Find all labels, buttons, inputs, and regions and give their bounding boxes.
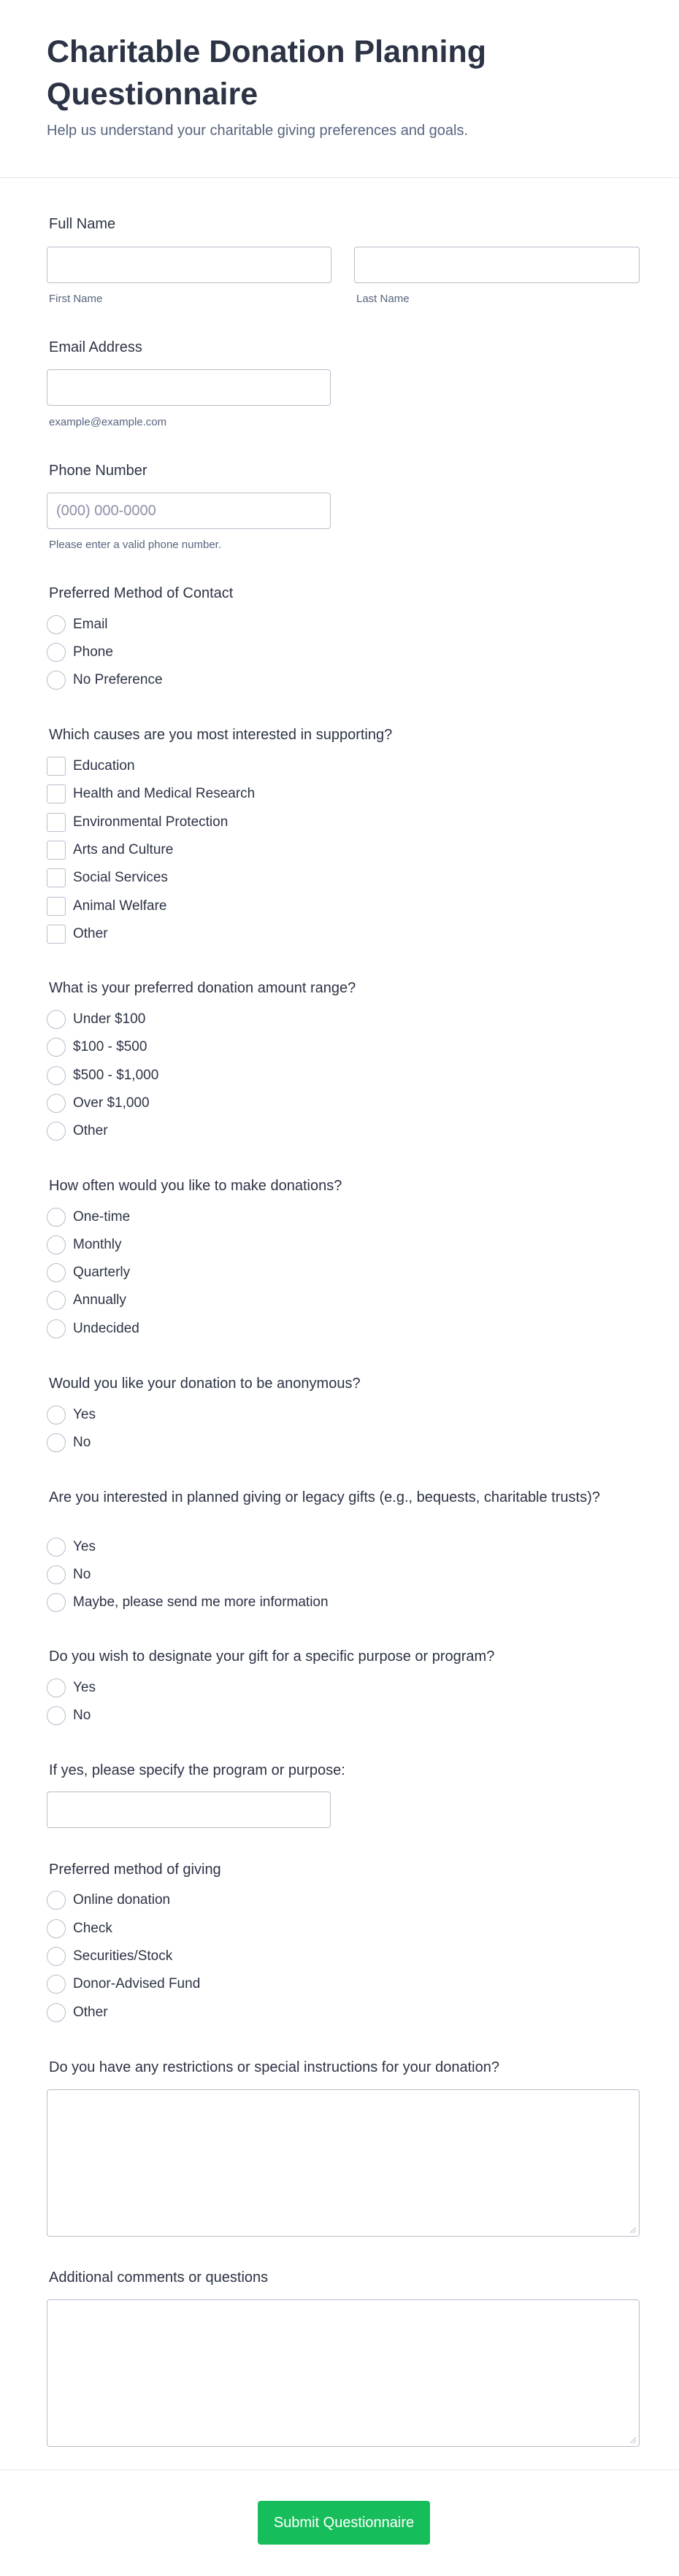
planned-giving-option[interactable]: No — [47, 1565, 91, 1585]
cause-option[interactable]: Other — [47, 924, 108, 944]
cause-option[interactable]: Health and Medical Research — [47, 784, 255, 804]
submit-button[interactable]: Submit Questionnaire — [258, 2501, 430, 2545]
checkbox[interactable] — [47, 813, 66, 832]
specify-input[interactable] — [47, 1792, 331, 1828]
contact-method-label: Preferred Method of Contact — [49, 585, 234, 601]
page-subtitle: Help us understand your charitable giving preferences and goals. — [47, 123, 469, 139]
causes-label: Which causes are you most interested in supporting? — [49, 727, 393, 743]
frequency-option[interactable]: Annually — [47, 1290, 126, 1311]
radio-button[interactable] — [47, 1094, 66, 1113]
resize-handle-icon[interactable] — [628, 2435, 637, 2444]
first-name-sublabel: First Name — [49, 293, 103, 305]
radio-button[interactable] — [47, 1235, 66, 1254]
radio-button[interactable] — [47, 1263, 66, 1282]
radio-button[interactable] — [47, 1038, 66, 1057]
designate-option[interactable]: Yes — [47, 1678, 96, 1698]
frequency-label: How often would you like to make donations? — [49, 1178, 342, 1194]
frequency-option[interactable]: Quarterly — [47, 1262, 130, 1283]
email-label: Email Address — [49, 339, 142, 355]
cause-option[interactable]: Social Services — [47, 868, 168, 888]
last-name-sublabel: Last Name — [356, 293, 410, 305]
amount-option[interactable]: $100 - $500 — [47, 1037, 147, 1057]
form-footer — [0, 2469, 679, 2576]
first-name-input[interactable] — [47, 247, 331, 283]
checkbox[interactable] — [47, 841, 66, 860]
radio-button[interactable] — [47, 1538, 66, 1557]
checkbox[interactable] — [47, 757, 66, 776]
radio-button[interactable] — [47, 643, 66, 662]
giving-method-option[interactable]: Online donation — [47, 1890, 170, 1910]
phone-input[interactable] — [47, 493, 331, 529]
cause-option[interactable]: Arts and Culture — [47, 840, 173, 860]
giving-method-option[interactable]: Check — [47, 1918, 112, 1939]
last-name-input[interactable] — [354, 247, 640, 283]
anonymous-label: Would you like your donation to be anonymous? — [49, 1376, 361, 1392]
page-title: Charitable Donation Planning Questionnaire — [47, 34, 487, 112]
checkbox[interactable] — [47, 868, 66, 887]
amount-label: What is your preferred donation amount range? — [49, 980, 356, 996]
radio-button[interactable] — [47, 1291, 66, 1310]
checkbox[interactable] — [47, 925, 66, 944]
restrictions-textarea[interactable] — [47, 2089, 640, 2237]
radio-button[interactable] — [47, 1066, 66, 1085]
designate-option[interactable]: No — [47, 1705, 91, 1726]
checkbox[interactable] — [47, 897, 66, 916]
radio-button[interactable] — [47, 1122, 66, 1141]
radio-button[interactable] — [47, 1319, 66, 1338]
phone-label: Phone Number — [49, 463, 147, 479]
amount-option[interactable]: Over $1,000 — [47, 1093, 150, 1114]
radio-button[interactable] — [47, 1405, 66, 1424]
radio-button[interactable] — [47, 1678, 66, 1697]
email-sublabel: example@example.com — [49, 416, 167, 428]
giving-method-option[interactable]: Other — [47, 2002, 108, 2023]
resize-handle-icon[interactable] — [628, 2225, 637, 2234]
amount-option[interactable]: $500 - $1,000 — [47, 1065, 158, 1086]
giving-method-label: Preferred method of giving — [49, 1862, 221, 1878]
contact-option[interactable]: Email — [47, 614, 108, 635]
designate-label: Do you wish to designate your gift for a specific purpose or program? — [49, 1648, 495, 1665]
radio-button[interactable] — [47, 1706, 66, 1725]
radio-button[interactable] — [47, 2003, 66, 2022]
radio-button[interactable] — [47, 1947, 66, 1966]
cause-option[interactable]: Education — [47, 756, 135, 776]
radio-button[interactable] — [47, 1433, 66, 1452]
contact-option[interactable]: No Preference — [47, 670, 163, 690]
planned-giving-option[interactable]: Maybe, please send me more information — [47, 1592, 329, 1613]
anonymous-option[interactable]: Yes — [47, 1405, 96, 1425]
radio-button[interactable] — [47, 1891, 66, 1910]
giving-method-option[interactable]: Securities/Stock — [47, 1946, 172, 1967]
frequency-option[interactable]: Monthly — [47, 1235, 122, 1255]
giving-method-option[interactable]: Donor-Advised Fund — [47, 1974, 200, 1994]
full-name-label: Full Name — [49, 216, 116, 232]
radio-button[interactable] — [47, 1010, 66, 1029]
cause-option[interactable]: Animal Welfare — [47, 896, 166, 917]
amount-option[interactable]: Under $100 — [47, 1009, 145, 1030]
phone-sublabel: Please enter a valid phone number. — [49, 539, 221, 551]
checkbox[interactable] — [47, 784, 66, 803]
cause-option[interactable]: Environmental Protection — [47, 812, 228, 833]
form-header — [0, 0, 679, 178]
frequency-option[interactable]: One-time — [47, 1207, 130, 1227]
comments-label: Additional comments or questions — [49, 2270, 269, 2286]
radio-button[interactable] — [47, 671, 66, 690]
amount-option[interactable]: Other — [47, 1121, 108, 1141]
radio-button[interactable] — [47, 615, 66, 634]
radio-button[interactable] — [47, 1593, 66, 1612]
radio-button[interactable] — [47, 1919, 66, 1938]
planned-giving-option[interactable]: Yes — [47, 1537, 96, 1557]
comments-textarea[interactable] — [47, 2299, 640, 2447]
radio-button[interactable] — [47, 1975, 66, 1994]
radio-button[interactable] — [47, 1208, 66, 1227]
restrictions-label: Do you have any restrictions or special instructions for your donation? — [49, 2059, 499, 2075]
planned-giving-label: Are you interested in planned giving or legacy gifts (e.g., bequests, charitable trusts)? — [49, 1489, 600, 1505]
radio-button[interactable] — [47, 1565, 66, 1584]
contact-option[interactable]: Phone — [47, 642, 113, 663]
email-input[interactable] — [47, 369, 331, 406]
specify-label: If yes, please specify the program or purpose: — [49, 1762, 345, 1778]
frequency-option[interactable]: Undecided — [47, 1319, 139, 1339]
anonymous-option[interactable]: No — [47, 1432, 91, 1453]
